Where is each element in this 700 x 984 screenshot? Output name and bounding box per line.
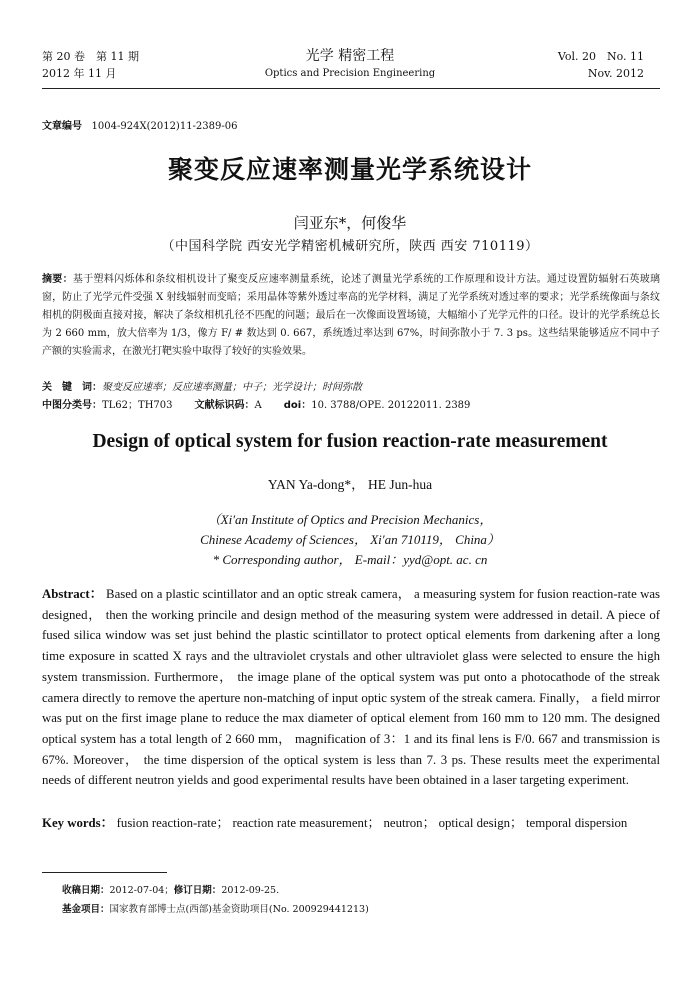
authors-cn: 闫亚东*，何俊华	[293, 214, 407, 232]
classification-value: TL62；TH703	[102, 400, 173, 411]
classification-label: 中图分类号：	[42, 400, 102, 411]
received-label: 收稿日期：	[62, 885, 110, 896]
received-date: 2012-07-04；	[109, 885, 174, 896]
keywords-cn-label: 关 键 词：	[42, 382, 102, 393]
journal-name-cn: 光学 精密工程	[305, 48, 395, 64]
keywords-cn-text: 聚变反应速率；反应速率测量；中子；光学设计；时间弥散	[102, 382, 362, 393]
journal-name-en: Optics and Precision Engineering	[264, 68, 436, 79]
keywords-en	[42, 813, 660, 833]
authors-en: YAN Ya-dong*， HE Jun-hua	[267, 477, 433, 492]
document-code-value: A	[254, 400, 262, 411]
abstract-en-text: Based on a plastic scintillator and an optic streak camera， a measuring system for fusion reaction-rate was designed， then the working princile and design method of the measuring system were addressed in detail. A piece of fused silica window was set just behind the plastic scintillator to protect optical elements from darkening after a long time exposure in scatted X rays and the ultraviolet crystals and other ultraviolet glass were selected to ensure the high system transmission. Furthermore， the image plane of the optical system was put onto a photocathode of the streak camera directly to remove the aperture non-matching of input optic system of the streak camera. Finally， a field mirror was put on the first image plane to reduce the max diameter of optical element from 160 mm to 120 mm. The designed optical system has a total length of 2 660 mm， magnification of 3：1 and its final lens is F/0. 667 and transmission is 67%. Moreover， the time dispersion of the optical system is less than 7. 3 ps. These results meet the experimental needs of different neutron yields and good experimental results have been obtained in a laser targeting experiment.	[42, 587, 661, 788]
abstract-cn-label: 摘要：	[42, 274, 73, 285]
affiliation-en-line1: （Xi′an Institute of Optics and Precision Mechanics，	[207, 512, 493, 527]
date-en: Nov. 2012	[587, 67, 644, 80]
doi-label: doi：	[283, 400, 312, 411]
fund-value: 国家教育部博士点(西部)基金资助项目(No. 200929441213)	[109, 904, 369, 915]
revised-label: 修订日期：	[173, 885, 222, 896]
article-number-value: 1004-924X(2012)11-2389-06	[91, 121, 238, 132]
header-right	[558, 48, 644, 82]
abstract-en	[42, 584, 660, 791]
affiliation-cn: （中国科学院 西安光学精密机械研究所，陕西 西安 710119）	[161, 239, 539, 254]
article-number-label: 文章编号	[42, 121, 82, 132]
abstract-en-label: Abstract：	[42, 587, 103, 601]
header-divider	[42, 88, 660, 89]
affiliation-en-line2: Chinese Academy of Sciences， Xi′an 710119， China）	[200, 532, 500, 547]
date-cn: 2012 年 11 月	[42, 67, 117, 80]
keywords-en-text: fusion reaction-rate； reaction rate measurement； neutron； optical design； temporal dispersion	[116, 816, 628, 830]
doi-value[interactable]: 10. 3788/OPE. 20122011. 2389	[311, 400, 471, 411]
classification-line	[42, 396, 470, 411]
abstract-cn-text: 基于塑料闪烁体和条纹相机设计了聚变反应速率测量系统，论述了测量光学系统的工作原理和设计方法。通过设置防辐射石英玻璃窗，防止了光学元件受强 X 射线辐射而变暗；采用晶体等紫外透过率高的光学材料，满足了光学系统对透过率的要求；光学系统像面与条纹相机的阴极面直接对接，解决了条纹相机孔径不匹配的问题；最后在一次像面设置场镜，大幅缩小了光学元件的口径。设计的光学系统总长为 2 660 mm，放大倍率为 1/3，像方 F/ # 数达到 0. 667，系统透过率达到 67%，时间弥散小于 7. 3 ps。这些结果能够适应不同中子产额的实验需求，在激光打靶实验中取得了较好的实验效果。	[42, 274, 661, 357]
title-cn: 聚变反应速率测量光学系统设计	[167, 155, 532, 184]
volume-issue-en: Vol. 20 No. 11	[557, 50, 644, 63]
fund-label: 基金项目：	[62, 904, 110, 915]
corresponding-author: * Corresponding author， E-mail：yyd@opt. ac. cn	[212, 552, 488, 567]
footnote-dates	[62, 883, 279, 899]
title-en: Design of optical system for fusion reaction-rate measurement	[92, 431, 608, 452]
revised-date: 2012-09-25.	[221, 885, 280, 896]
footnote-divider	[42, 872, 167, 873]
keywords-cn	[42, 378, 362, 393]
keywords-en-label: Key words：	[42, 816, 114, 830]
article-number	[42, 117, 238, 132]
abstract-cn	[42, 271, 660, 361]
affiliation-en	[0, 510, 700, 570]
footnote-funding	[62, 902, 369, 918]
document-code-label: 文献标识码：	[194, 400, 255, 411]
volume-issue-cn: 第 20 卷 第 11 期	[42, 50, 139, 63]
